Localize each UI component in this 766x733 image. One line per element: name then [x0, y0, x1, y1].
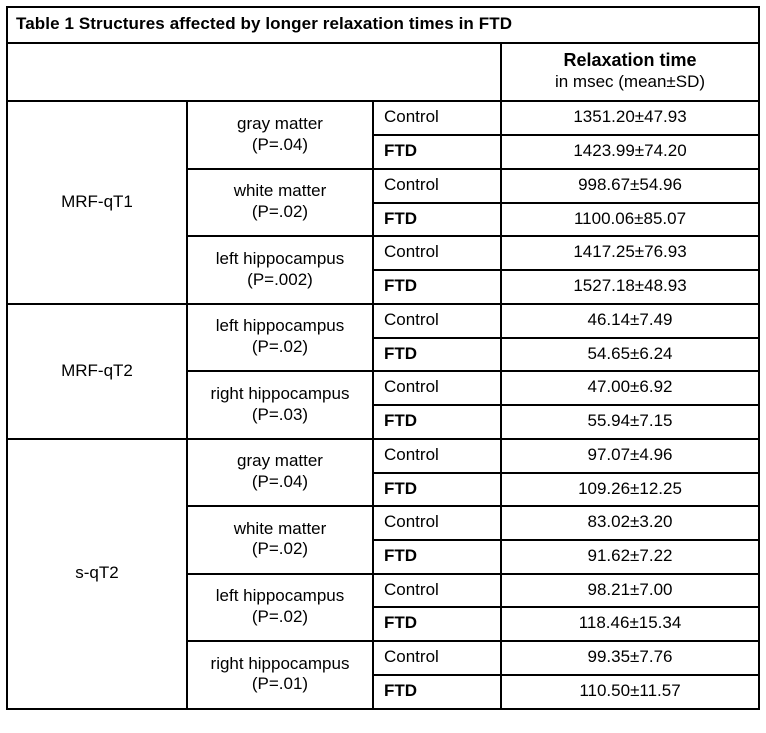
structure-cell: [187, 236, 373, 303]
table-row: [7, 101, 759, 135]
modality-label: s-qT2: [7, 439, 187, 709]
structure-cell: [187, 506, 373, 573]
structure-cell: [187, 304, 373, 371]
group-label: Control: [373, 371, 501, 405]
group-label: Control: [373, 574, 501, 608]
value-cell: 118.46±15.34: [501, 607, 759, 641]
modality-label: MRF-qT1: [7, 101, 187, 303]
header-relaxation-time: [501, 43, 759, 102]
value-cell: 1100.06±85.07: [501, 203, 759, 237]
value-cell: 46.14±7.49: [501, 304, 759, 338]
structure-name: gray matter: [237, 451, 323, 471]
structure-pvalue: (P=.04): [251, 134, 309, 154]
group-label: Control: [373, 304, 501, 338]
value-cell: 47.00±6.92: [501, 371, 759, 405]
structure-pvalue: (P=.01): [251, 674, 309, 694]
value-cell: 1527.18±48.93: [501, 270, 759, 304]
header-blank-cell: [7, 43, 501, 102]
structure-name: left hippocampus: [215, 586, 345, 606]
value-cell: 998.67±54.96: [501, 169, 759, 203]
value-cell: 98.21±7.00: [501, 574, 759, 608]
results-table: [6, 6, 760, 710]
group-label: FTD: [373, 675, 501, 709]
value-cell: 99.35±7.76: [501, 641, 759, 675]
value-cell: 1423.99±74.20: [501, 135, 759, 169]
structure-pvalue: (P=.02): [251, 337, 309, 357]
structure-name: left hippocampus: [215, 248, 345, 268]
value-cell: 91.62±7.22: [501, 540, 759, 574]
group-label: FTD: [373, 540, 501, 574]
group-label: Control: [373, 439, 501, 473]
structure-cell: [187, 371, 373, 438]
table-header-row: [7, 43, 759, 102]
group-label: FTD: [373, 473, 501, 507]
group-label: FTD: [373, 405, 501, 439]
structure-name: left hippocampus: [215, 316, 345, 336]
value-cell: 54.65±6.24: [501, 338, 759, 372]
group-label: FTD: [373, 203, 501, 237]
structure-pvalue: (P=.02): [251, 202, 309, 222]
structure-name: gray matter: [237, 113, 323, 133]
structure-name: right hippocampus: [210, 653, 350, 673]
structure-pvalue: (P=.02): [251, 539, 309, 559]
table-row: [7, 304, 759, 338]
structure-pvalue: (P=.03): [251, 404, 309, 424]
structure-name: right hippocampus: [210, 383, 350, 403]
structure-pvalue: (P=.02): [251, 606, 309, 626]
value-cell: 97.07±4.96: [501, 439, 759, 473]
table-caption-row: [7, 7, 759, 43]
table-row: [7, 439, 759, 473]
table-caption: Table 1 Structures affected by longer relaxation times in FTD: [7, 7, 759, 43]
structure-cell: [187, 574, 373, 641]
group-label: FTD: [373, 338, 501, 372]
group-label: Control: [373, 641, 501, 675]
group-label: Control: [373, 236, 501, 270]
structure-cell: [187, 169, 373, 236]
group-label: FTD: [373, 135, 501, 169]
group-label: Control: [373, 506, 501, 540]
value-cell: 55.94±7.15: [501, 405, 759, 439]
value-cell: 109.26±12.25: [501, 473, 759, 507]
structure-cell: [187, 101, 373, 168]
value-cell: 83.02±3.20: [501, 506, 759, 540]
structure-pvalue: (P=.002): [247, 269, 313, 289]
header-relaxation-line2: in msec (mean±SD): [554, 71, 706, 91]
modality-label: MRF-qT2: [7, 304, 187, 439]
structure-cell: [187, 641, 373, 708]
structure-pvalue: (P=.04): [251, 472, 309, 491]
value-cell: 1351.20±47.93: [501, 101, 759, 135]
value-cell: 110.50±11.57: [501, 675, 759, 709]
group-label: Control: [373, 169, 501, 203]
value-cell: 1417.25±76.93: [501, 236, 759, 270]
structure-name: white matter: [233, 518, 327, 538]
group-label: FTD: [373, 607, 501, 641]
structure-cell: [187, 439, 373, 506]
header-relaxation-line1: Relaxation time: [563, 49, 697, 70]
structure-name: white matter: [233, 181, 327, 201]
group-label: FTD: [373, 270, 501, 304]
group-label: Control: [373, 101, 501, 135]
